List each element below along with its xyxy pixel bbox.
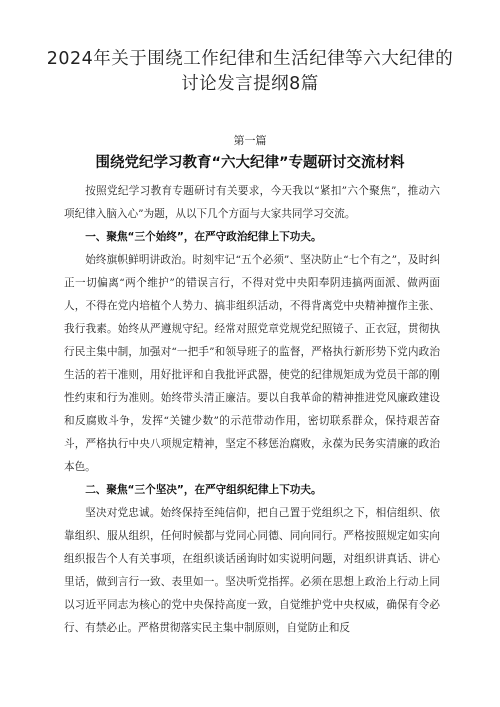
intro-paragraph: 按照党纪学习教育专题研讨有关要求，今天我以“紧扣”六个聚焦”，推动六项纪律入脑入心”为题，从以下几个方面与大家共同学习交流。 — [64, 185, 440, 220]
document-title-line-1: 2024年关于围绕工作纪律和生活纪律等六大纪律的 — [46, 49, 454, 69]
document-title — [40, 47, 460, 97]
section-title: 围绕党纪学习教育“六大纪律”专题研讨交流材料 — [95, 155, 405, 171]
paragraph-organizational-discipline: 坚决对党忠诚。始终保持至纯信仰，把自己置于党组织之下，相信组织、依靠组织、服从组织，任何时候都与党同心同德、同向同行。严格按照规定如实向组织报告个人有关事项，在组织谈话函询时如实说明问题，对组织讲真话、讲心里话，做到言行一致、表里如一。坚决听党指挥。必须在思想上政治上行动上同以习近平同志为核心的党中央保持高度一致，自觉维护党中央权威，确保有令必行、有禁必止。严格贯彻落实民主集中制原则，自觉防止和反 — [64, 507, 440, 634]
paragraph-political-discipline: 始终旗帜鲜明讲政治。时刻牢记“五个必须”、坚决防止“七个有之”，及时纠正一切偏离“两个维护”的错误言行，不得对党中央阳奉阴违搞两面派、做两面人，不得在党内培植个人势力、搞非组织活动，不得背离党中央精神擅作主张、我行我素。始终从严遵规守纪。经常对照党章党规党纪照镜子、正衣冠，贯彻执行民主集中制，加强对“一把手”和领导班子的监督，严格执行新形势下党内政治生活的若干准则，用好批评和自我批评武器，使党的纪律规矩成为党员干部的刚性约束和行为准则。始终带头清正廉洁。要以自我革命的精神推进党风廉政建设和反腐败斗争，发挥“关键少数”的示范带动作用，密切联系群众，保持艰苦奋斗，严格执行中央八项规定精神，坚定不移惩治腐败，永葆为民务实清廉的政治本色。 — [64, 254, 440, 473]
document-body — [64, 180, 440, 640]
heading-organizational-discipline: 二、聚焦“三个坚决”，在严守组织纪律上下功夫。 — [85, 484, 322, 496]
section-number: 第一篇 — [233, 134, 267, 147]
heading-political-discipline: 一、聚焦“三个始终”，在严守政治纪律上下功夫。 — [85, 231, 322, 243]
document-title-line-2: 讨论发言提纲8篇 — [181, 74, 319, 94]
